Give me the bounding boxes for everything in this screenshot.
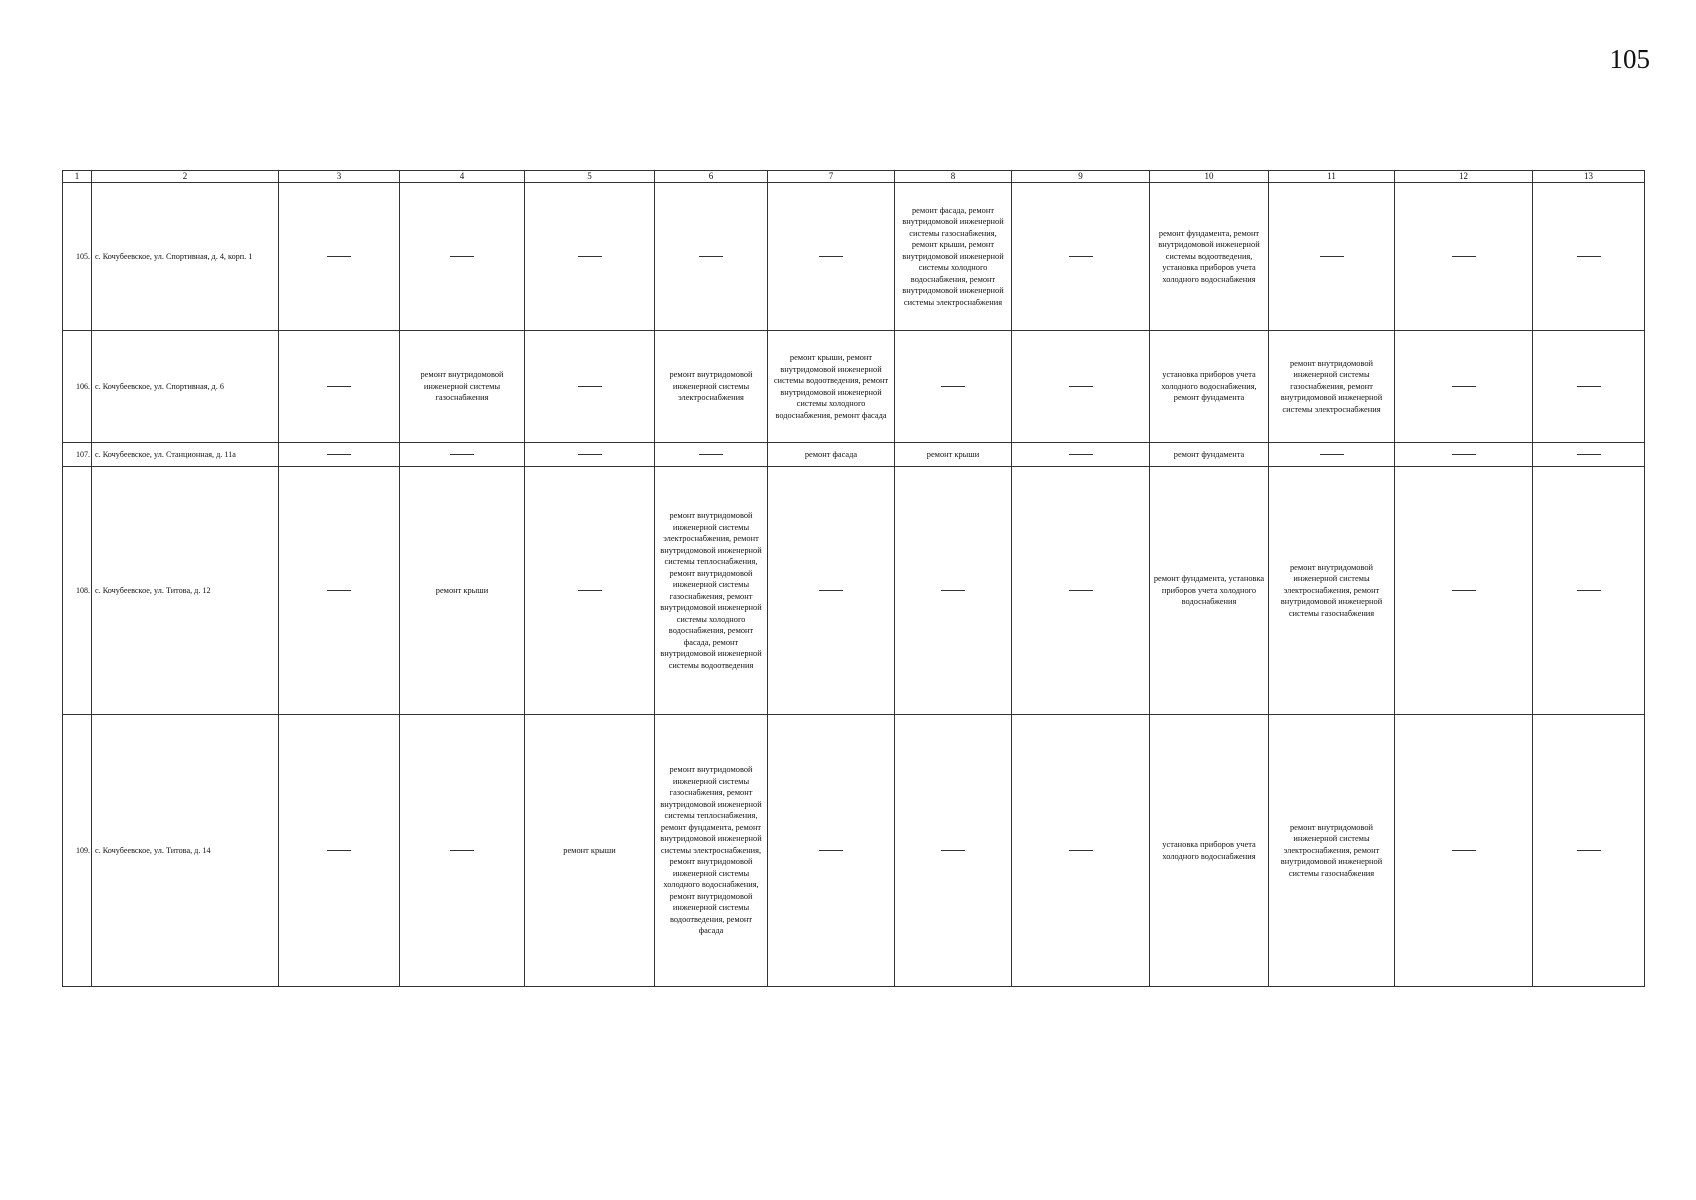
empty-dash-cell [1395,331,1533,443]
dash-mark [819,590,843,591]
dash-mark [1577,386,1601,387]
empty-dash-cell [279,183,400,331]
dash-mark [1069,454,1093,455]
empty-dash-cell [1395,715,1533,987]
column-number-cell: 7 [768,171,895,183]
column-number-cell: 12 [1395,171,1533,183]
row-number: 105. [63,183,92,331]
dash-mark [941,850,965,851]
empty-dash-cell [1012,467,1150,715]
work-type-cell: ремонт внутридомовой инженерной системы газоснабжения [400,331,525,443]
dash-mark [327,454,351,455]
empty-dash-cell [400,443,525,467]
dash-mark [1452,850,1476,851]
work-type-cell: ремонт внутридомовой инженерной системы газоснабжения, ремонт внутридомовой инженерной системы теплоснабжения, ремонт фундамента, ремонт внутридомовой инженерной системы электроснабжения, ремонт внутридомовой инженерной системы холодного водоснабжения, ремонт внутридомовой инженерной системы водоотведения, ремонт фасада [655,715,768,987]
column-number-cell: 2 [92,171,279,183]
empty-dash-cell [525,183,655,331]
empty-dash-cell [1395,467,1533,715]
empty-dash-cell [1012,183,1150,331]
dash-mark [450,850,474,851]
column-number-cell: 3 [279,171,400,183]
address-cell: с. Кочубеевское, ул. Станционная, д. 11а [92,443,279,467]
dash-mark [327,386,351,387]
dash-mark [578,590,602,591]
empty-dash-cell [1012,443,1150,467]
dash-mark [1577,590,1601,591]
dash-mark [1320,454,1344,455]
work-type-cell: ремонт крыши, ремонт внутридомовой инженерной системы водоотведения, ремонт внутридомовой инженерной системы холодного водоснабжения, ремонт фасада [768,331,895,443]
column-number-cell: 8 [895,171,1012,183]
empty-dash-cell [768,715,895,987]
column-number-cell: 1 [63,171,92,183]
column-number-cell: 5 [525,171,655,183]
table-row [63,467,1645,715]
empty-dash-cell [655,183,768,331]
work-type-cell: ремонт крыши [525,715,655,987]
dash-mark [1320,256,1344,257]
column-number-cell: 6 [655,171,768,183]
dash-mark [327,590,351,591]
empty-dash-cell [279,331,400,443]
empty-dash-cell [279,715,400,987]
page-number: 105 [1609,44,1650,74]
empty-dash-cell [1395,443,1533,467]
repair-schedule-table [62,170,1645,987]
empty-dash-cell [655,443,768,467]
dash-mark [578,256,602,257]
dash-mark [327,256,351,257]
empty-dash-cell [1533,443,1645,467]
empty-dash-cell [768,467,895,715]
empty-dash-cell [1012,715,1150,987]
work-type-cell: ремонт внутридомовой инженерной системы газоснабжения, ремонт внутридомовой инженерной системы электроснабжения [1269,331,1395,443]
empty-dash-cell [525,443,655,467]
dash-mark [1452,256,1476,257]
empty-dash-cell [525,467,655,715]
work-type-cell: ремонт фасада, ремонт внутридомовой инженерной системы газоснабжения, ремонт крыши, ремонт внутридомовой инженерной системы холодного водоснабжения, ремонт внутридомовой инженерной системы электроснабжения [895,183,1012,331]
empty-dash-cell [1395,183,1533,331]
work-type-cell: ремонт внутридомовой инженерной системы электроснабжения, ремонт внутридомовой инженерной системы газоснабжения [1269,715,1395,987]
dash-mark [941,590,965,591]
empty-dash-cell [768,183,895,331]
dash-mark [1577,256,1601,257]
empty-dash-cell [1012,331,1150,443]
table-row [63,715,1645,987]
dash-mark [1069,256,1093,257]
dash-mark [699,454,723,455]
work-type-cell: ремонт внутридомовой инженерной системы электроснабжения [655,331,768,443]
empty-dash-cell [525,331,655,443]
row-number: 107. [63,443,92,467]
empty-dash-cell [895,467,1012,715]
empty-dash-cell [1533,715,1645,987]
dash-mark [819,850,843,851]
work-type-cell: установка приборов учета холодного водоснабжения [1150,715,1269,987]
dash-mark [450,256,474,257]
work-type-cell: ремонт внутридомовой инженерной системы электроснабжения, ремонт внутридомовой инженерной системы газоснабжения [1269,467,1395,715]
row-number: 106. [63,331,92,443]
dash-mark [1577,850,1601,851]
dash-mark [819,256,843,257]
empty-dash-cell [895,715,1012,987]
work-type-cell: ремонт фундамента, установка приборов учета холодного водоснабжения [1150,467,1269,715]
empty-dash-cell [1533,331,1645,443]
empty-dash-cell [400,715,525,987]
work-type-cell: ремонт крыши [895,443,1012,467]
work-type-cell: установка приборов учета холодного водоснабжения, ремонт фундамента [1150,331,1269,443]
work-type-cell: ремонт крыши [400,467,525,715]
dash-mark [1069,850,1093,851]
work-type-cell: ремонт фасада [768,443,895,467]
empty-dash-cell [1533,467,1645,715]
column-number-cell: 4 [400,171,525,183]
column-number-cell: 11 [1269,171,1395,183]
address-cell: с. Кочубеевское, ул. Титова, д. 14 [92,715,279,987]
row-number: 108. [63,467,92,715]
work-type-cell: ремонт внутридомовой инженерной системы электроснабжения, ремонт внутридомовой инженерной системы теплоснабжения, ремонт внутридомовой инженерной системы газоснабжения, ремонт внутридомовой инженерной системы холодного водоснабжения, ремонт фасада, ремонт внутридомовой инженерной системы водоотведения [655,467,768,715]
address-cell: с. Кочубеевское, ул. Титова, д. 12 [92,467,279,715]
dash-mark [578,454,602,455]
dash-mark [1069,590,1093,591]
table-row [63,443,1645,467]
empty-dash-cell [895,331,1012,443]
empty-dash-cell [1269,183,1395,331]
address-cell: с. Кочубеевское, ул. Спортивная, д. 6 [92,331,279,443]
dash-mark [578,386,602,387]
dash-mark [450,454,474,455]
table-row [63,183,1645,331]
dash-mark [1577,454,1601,455]
work-type-cell: ремонт фундамента, ремонт внутридомовой инженерной системы водоотведения, установка приборов учета холодного водоснабжения [1150,183,1269,331]
empty-dash-cell [279,467,400,715]
address-cell: с. Кочубеевское, ул. Спортивная, д. 4, корп. 1 [92,183,279,331]
table-row [63,331,1645,443]
dash-mark [327,850,351,851]
row-number: 109. [63,715,92,987]
work-type-cell: ремонт фундамента [1150,443,1269,467]
empty-dash-cell [1269,443,1395,467]
dash-mark [1452,590,1476,591]
column-number-row [63,171,1645,183]
dash-mark [1452,386,1476,387]
dash-mark [1069,386,1093,387]
empty-dash-cell [1533,183,1645,331]
dash-mark [941,386,965,387]
column-number-cell: 9 [1012,171,1150,183]
column-number-cell: 13 [1533,171,1645,183]
dash-mark [1452,454,1476,455]
dash-mark [699,256,723,257]
column-number-cell: 10 [1150,171,1269,183]
empty-dash-cell [279,443,400,467]
empty-dash-cell [400,183,525,331]
